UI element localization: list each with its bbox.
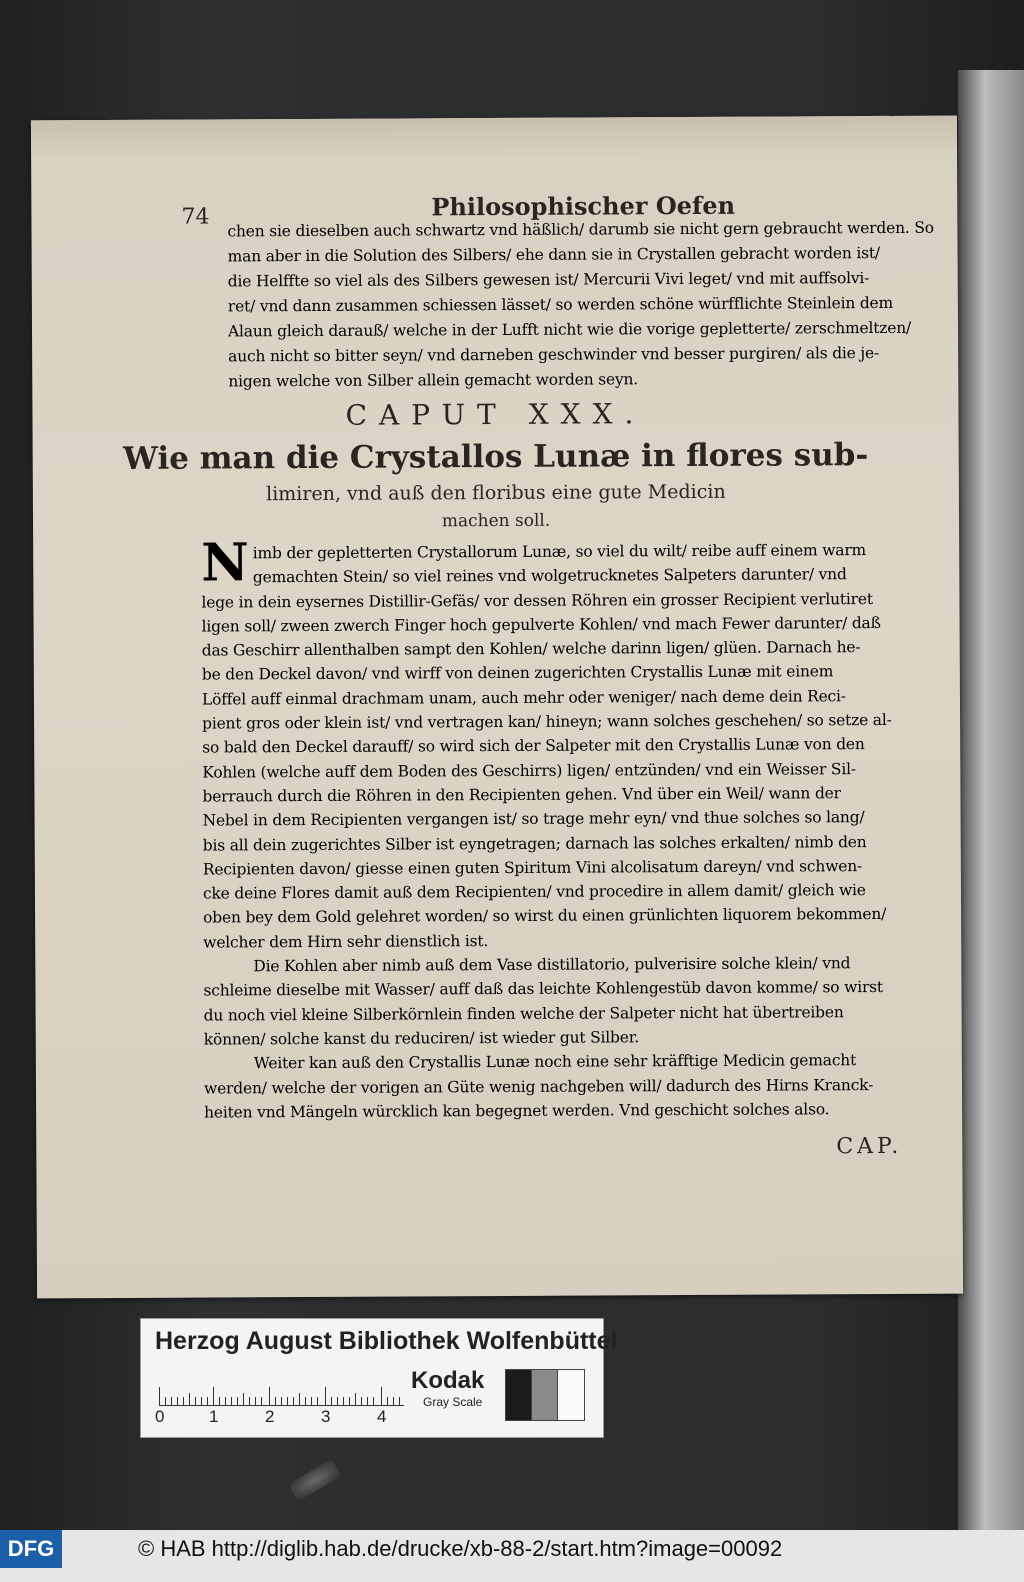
text-line: Nebel in dem Recipienten vergangen ist/ so trage mehr eyn/ vnd thue solches so lang/ bbox=[202, 808, 865, 830]
text-line: cke deine Flores damit auß dem Recipienten/ vnd procedire in allem damit/ gleich wie bbox=[202, 881, 866, 903]
text-line: Kohlen (welche auff dem Boden des Geschirrs) ligen/ entzünden/ vnd ein Weisser Sil- bbox=[202, 759, 856, 782]
ruler-tick bbox=[317, 1397, 318, 1405]
copyright-link[interactable]: © HAB http://diglib.hab.de/drucke/xb-88-2/start.htm?image=00092 bbox=[138, 1536, 783, 1561]
ruler-tick bbox=[159, 1387, 160, 1405]
ruler-tick bbox=[331, 1397, 332, 1405]
ruler-tick bbox=[183, 1397, 184, 1405]
text-line: ret/ vnd dann zusammen schiessen lässet/ so werden schöne würfflichte Steinlein dem bbox=[227, 293, 894, 316]
running-head: Philosophischer Oefen bbox=[431, 190, 736, 222]
ruler-tick bbox=[299, 1393, 300, 1405]
text-line: man aber in die Solution des Silbers/ ehe dann sie in Crystallen gebracht worden ist/ bbox=[227, 243, 880, 266]
text-line: Die Kohlen aber nimb auß dem Vase distillatorio, pulverisire solche klein/ vnd bbox=[253, 954, 851, 976]
ruler-tick bbox=[381, 1387, 382, 1405]
ruler-tick bbox=[287, 1397, 288, 1405]
ruler-number: 0 bbox=[155, 1407, 165, 1426]
text-line: lege in dein eysernes Distillir-Gefäs/ vor dessen Röhren ein grosser Recipient verlutiret bbox=[201, 589, 873, 612]
ruler-tick bbox=[189, 1393, 190, 1405]
main-text bbox=[201, 532, 949, 1125]
text-line: auch nicht so bitter seyn/ vnd darneben geschwinder vnd besser purgiren/ als die je- bbox=[228, 343, 880, 366]
text-line: bis all dein zugerichtes Silber ist eyngetragen; darnach las solches erkalten/ nimb den bbox=[202, 832, 867, 855]
text-line: welcher dem Hirn sehr dienstlich ist. bbox=[203, 931, 489, 952]
title-line: machen soll. bbox=[441, 510, 551, 532]
text-line: das Geschirr allenthalben sampt den Kohlen/ welche darinn ligen/ glüen. Darnach he- bbox=[201, 638, 861, 660]
text-line: die Helffte so viel als des Silbers gewesen ist/ Mercurii Vivi leget/ vnd mit auffsolvi- bbox=[227, 269, 870, 291]
gray-scale-label: Gray Scale bbox=[423, 1395, 483, 1409]
ruler-tick bbox=[355, 1393, 356, 1405]
text-line: ligen soll/ zween zwerch Finger hoch gepulverte Kohlen/ vnd mach Fewer darunter/ daß bbox=[201, 613, 881, 636]
text-line: Weiter kan auß den Crystallis Lunæ noch eine sehr kräfftige Medicin gemacht bbox=[253, 1051, 857, 1073]
ruler-tick bbox=[195, 1397, 196, 1405]
text-line: imb der gepletterten Crystallorum Lunæ, so viel du wilt/ reibe auff einem warm bbox=[252, 541, 867, 563]
ruler-tick bbox=[305, 1397, 306, 1405]
text-line: werden/ welche der vorigen an Güte wenig nachgeben will/ dadurch des Hirns Kranck- bbox=[203, 1075, 874, 1098]
library-name: Herzog August Bibliothek Wolfenbüttel bbox=[155, 1327, 618, 1355]
gray-patch-mid bbox=[531, 1369, 559, 1421]
ruler-tick bbox=[275, 1397, 276, 1405]
text-line: chen sie dieselben auch schwartz vnd häßlich/ darumb sie nicht gern gebraucht werden. So bbox=[227, 218, 934, 241]
gray-patch-black bbox=[505, 1369, 533, 1421]
ruler-tick bbox=[201, 1397, 202, 1405]
title-line: limiren, vnd auß den floribus eine gute Medicin bbox=[266, 480, 726, 506]
ruler-tick bbox=[281, 1397, 282, 1405]
ruler-tick bbox=[393, 1397, 394, 1405]
kodak-logo: Kodak bbox=[411, 1367, 485, 1394]
ruler-tick bbox=[177, 1397, 178, 1405]
text-line: können/ solche kanst du reduciren/ ist wieder gut Silber. bbox=[203, 1028, 639, 1049]
book-page bbox=[31, 116, 963, 1299]
ruler-tick bbox=[337, 1397, 338, 1405]
dfg-logo: DFG bbox=[0, 1530, 62, 1568]
text-line: Recipienten davon/ giesse einen guten Spiritum Vini alcolisatum dareyn/ vnd schwen- bbox=[202, 856, 863, 879]
footer-bar bbox=[0, 1530, 1024, 1582]
title-line: Wie man die Crystallos Lunæ in flores sub- bbox=[123, 437, 869, 477]
text-line: so bald den Deckel darauff/ so wird sich der Salpeter mit den Crystallis Lunæ von den bbox=[202, 735, 865, 757]
chapter-heading: CAPUT XXX. bbox=[345, 397, 646, 432]
drop-cap: N bbox=[201, 532, 249, 594]
intro-paragraph bbox=[227, 216, 943, 395]
ruler-tick bbox=[165, 1397, 166, 1405]
ruler-tick bbox=[311, 1397, 312, 1405]
ruler-tick bbox=[343, 1397, 344, 1405]
text-line: pient gros oder klein ist/ vnd vertragen kan/ hineyn; wann solches geschehen/ so setze al- bbox=[202, 711, 892, 733]
ruler-tick bbox=[349, 1397, 350, 1405]
ruler-tick bbox=[237, 1397, 238, 1405]
ruler-number: 1 bbox=[209, 1407, 219, 1426]
text-line: du noch viel kleine Silberkörnlein finden welche der Salpeter nicht hat übertreiben bbox=[203, 1002, 844, 1025]
text-line: Löffel auff einmal drachmam unam, auch mehr oder weniger/ nach deme dein Reci- bbox=[201, 686, 846, 709]
ruler-tick bbox=[387, 1397, 388, 1405]
text-line: heiten vnd Mängeln würcklich kan begegnet werden. Vnd geschicht solches also. bbox=[204, 1100, 830, 1122]
text-line: schleime dieselbe mit Wasser/ auff daß das leichte Kohlengestüb davon komme/ so wirst bbox=[203, 978, 883, 1000]
text-line: oben bey dem Gold gelehret worden/ so wirst du einen grünlichten liquorem bekommen/ bbox=[203, 905, 887, 927]
ruler-tick bbox=[269, 1387, 270, 1405]
page-number: 74 bbox=[181, 204, 210, 230]
catchword: CAP. bbox=[836, 1133, 903, 1160]
ruler-tick bbox=[373, 1397, 374, 1405]
ruler-tick bbox=[171, 1397, 172, 1405]
text-line: be den Deckel davon/ vnd wirff von deinen zugerichten Crystallis Lunæ mit einem bbox=[201, 662, 834, 685]
ruler-tick bbox=[367, 1397, 368, 1405]
text-line: berrauch durch die Röhren in den Recipienten gehen. Vnd über ein Weil/ wann der bbox=[202, 784, 841, 806]
ruler-tick bbox=[231, 1397, 232, 1405]
gray-patch-white bbox=[557, 1369, 585, 1421]
ruler-tick bbox=[219, 1397, 220, 1405]
ruler-number: 2 bbox=[265, 1407, 275, 1426]
ruler-number: 4 bbox=[377, 1407, 387, 1426]
book-edge bbox=[958, 70, 1024, 1530]
ruler-tick bbox=[243, 1393, 244, 1405]
ruler bbox=[159, 1375, 404, 1406]
text-line: Alaun gleich darauß/ welche in der Lufft nicht wie die vorige gepletterte/ zerschmeltzen/ bbox=[227, 318, 912, 341]
ruler-tick bbox=[213, 1387, 214, 1405]
ruler-tick bbox=[399, 1397, 400, 1405]
library-color-target bbox=[140, 1318, 618, 1438]
ruler-tick bbox=[261, 1397, 262, 1405]
text-line: nigen welche von Silber allein gemacht worden seyn. bbox=[228, 370, 639, 391]
text-line: gemachten Stein/ so viel reines vnd wolgetrucknetes Salpeters darunter/ vnd bbox=[252, 565, 847, 587]
ruler-tick bbox=[361, 1397, 362, 1405]
ruler-number: 3 bbox=[321, 1407, 331, 1426]
ruler-tick bbox=[225, 1397, 226, 1405]
ruler-tick bbox=[207, 1397, 208, 1405]
chapter-title bbox=[33, 434, 960, 537]
ruler-tick bbox=[249, 1397, 250, 1405]
ruler-tick bbox=[255, 1397, 256, 1405]
ruler-tick bbox=[325, 1387, 326, 1405]
ruler-tick bbox=[293, 1397, 294, 1405]
